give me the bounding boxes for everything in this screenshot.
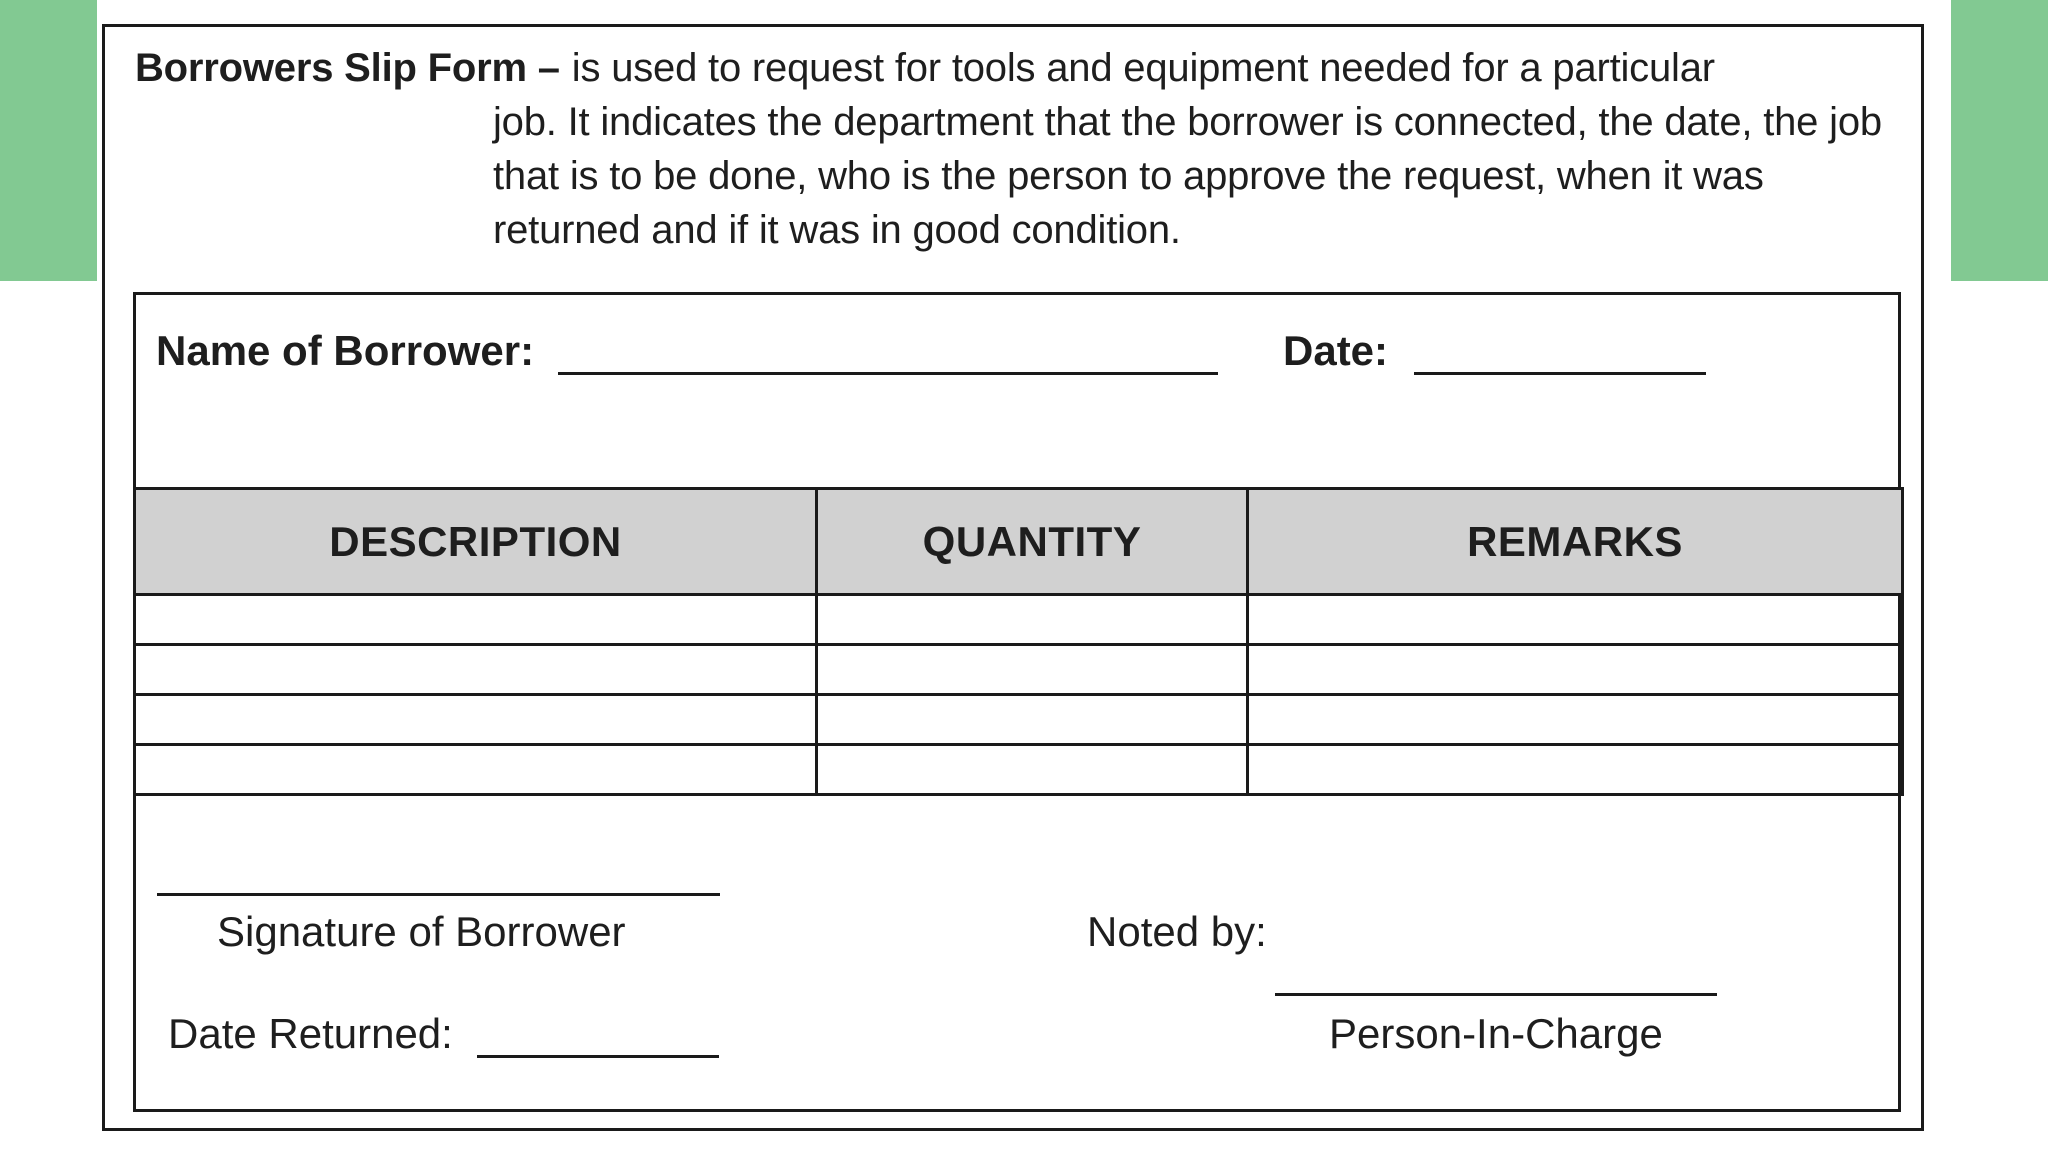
date-returned-label: Date Returned: xyxy=(168,1010,453,1057)
noted-by-label: Noted by: xyxy=(1087,908,1267,955)
definition-rest: job. It indicates the department that the borrower is connected, the date, the job that is to be done, who is the person to approve the request, when it was returned and if it was in good condition. xyxy=(493,100,1882,252)
description-cell[interactable] xyxy=(135,745,817,795)
column-header-quantity: QUANTITY xyxy=(817,489,1248,595)
remarks-cell[interactable] xyxy=(1248,745,1903,795)
remarks-cell[interactable] xyxy=(1248,695,1903,745)
borrower-signature-line[interactable] xyxy=(157,893,720,896)
remarks-cell[interactable] xyxy=(1248,595,1903,645)
column-header-remarks: REMARKS xyxy=(1248,489,1903,595)
date-returned-blank[interactable] xyxy=(477,1013,719,1058)
form-description xyxy=(135,41,1905,257)
quantity-cell[interactable] xyxy=(817,645,1248,695)
definition-first-line: is used to request for tools and equipment needed for a particular xyxy=(571,46,1715,90)
table-row xyxy=(135,645,1903,695)
date-returned-field xyxy=(168,1010,719,1058)
table-row xyxy=(135,745,1903,795)
borrowers-slip-form xyxy=(133,292,1901,1112)
borrower-name-field xyxy=(156,327,1218,375)
description-cell[interactable] xyxy=(135,645,817,695)
signature-label: Signature of Borrower xyxy=(217,908,626,955)
signature-section xyxy=(136,800,1898,1110)
document-frame xyxy=(102,24,1924,1131)
description-cell[interactable] xyxy=(135,595,817,645)
quantity-cell[interactable] xyxy=(817,745,1248,795)
description-cell[interactable] xyxy=(135,695,817,745)
form-term: Borrowers Slip Form – xyxy=(135,46,560,90)
left-accent-bar xyxy=(0,0,97,281)
borrower-name-label: Name of Borrower: xyxy=(156,327,535,374)
person-in-charge-signature-line[interactable] xyxy=(1275,993,1717,996)
date-field xyxy=(1283,327,1706,375)
table-row xyxy=(135,695,1903,745)
table-row xyxy=(135,595,1903,645)
remarks-cell[interactable] xyxy=(1248,645,1903,695)
person-in-charge-label: Person-In-Charge xyxy=(1329,1010,1663,1057)
borrower-name-blank[interactable] xyxy=(558,330,1218,375)
quantity-cell[interactable] xyxy=(817,695,1248,745)
right-accent-bar xyxy=(1951,0,2048,281)
date-blank[interactable] xyxy=(1414,330,1706,375)
date-label: Date: xyxy=(1283,327,1389,374)
quantity-cell[interactable] xyxy=(817,595,1248,645)
table-header-row xyxy=(135,489,1903,595)
column-header-description: DESCRIPTION xyxy=(135,489,817,595)
items-table xyxy=(133,487,1904,796)
